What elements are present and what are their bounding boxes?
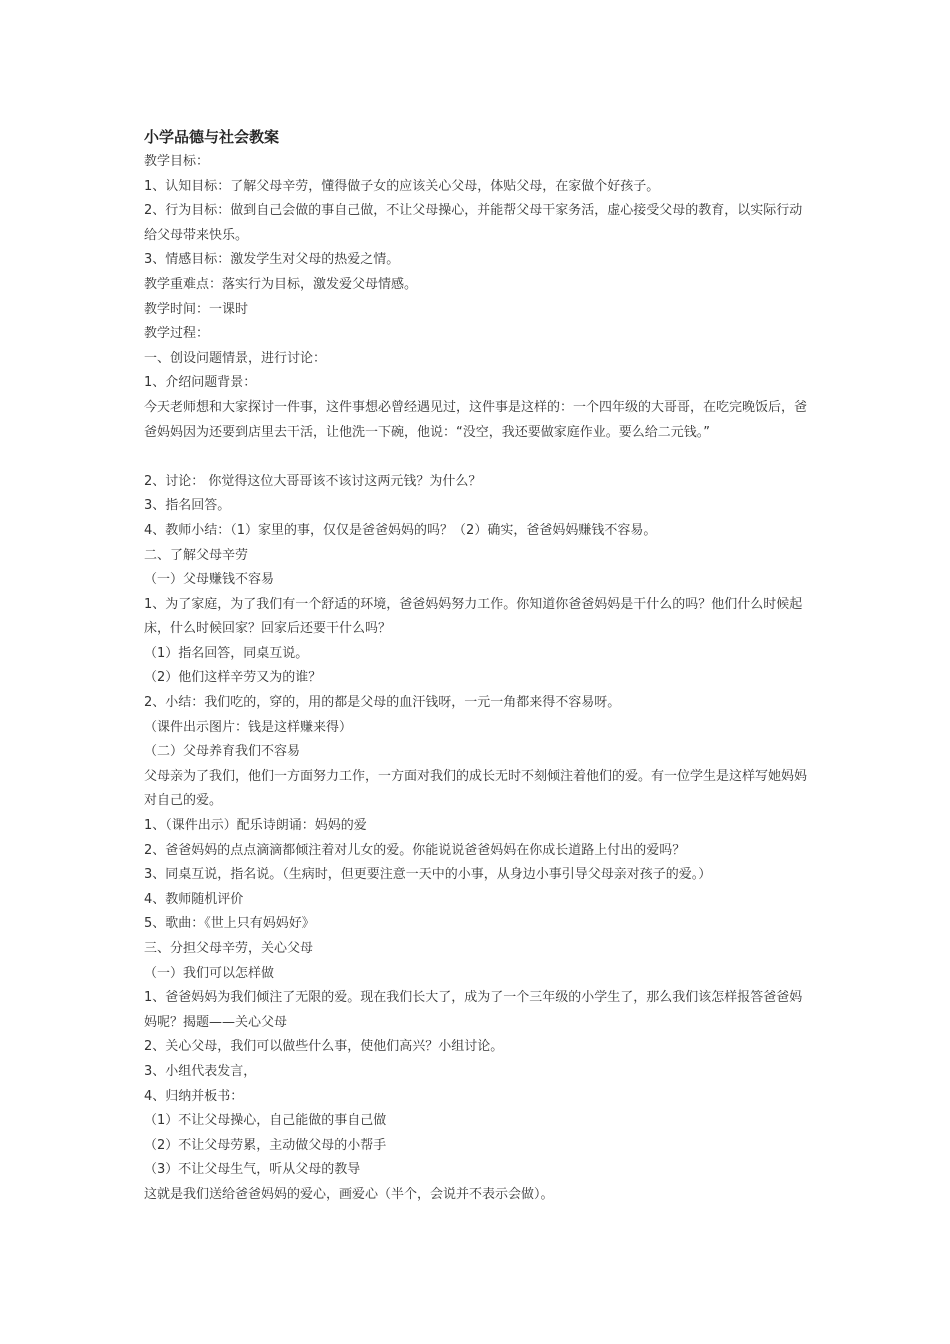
paragraph-line: （一）我们可以怎样做 bbox=[144, 965, 275, 981]
paragraph-line: 2、讨论： 你觉得这位大哥哥该不该讨这两元钱？为什么？ bbox=[144, 473, 482, 489]
document-page bbox=[144, 124, 814, 1208]
blank-line bbox=[144, 445, 814, 470]
paragraph-line: 2、行为目标：做到自己会做的事自己做，不让父母操心，并能帮父母干家务活，虚心接受父母的教育，以实际行动给父母带来快乐。 bbox=[144, 203, 803, 243]
paragraph-line: 二、了解父母辛劳 bbox=[144, 547, 249, 563]
paragraph-line: 4、教师小结：（1）家里的事，仅仅是爸爸妈妈的吗？（2）确实，爸爸妈妈赚钱不容易。 bbox=[144, 522, 657, 538]
paragraph-line: 三、分担父母辛劳，关心父母 bbox=[144, 941, 314, 956]
paragraph-line: （一）父母赚钱不容易 bbox=[144, 572, 275, 588]
paragraph-line: （2）不让父母劳累，主动做父母的小帮手 bbox=[144, 1137, 387, 1153]
paragraph-line: 父母亲为了我们，他们一方面努力工作，一方面对我们的成长无时不刻倾注着他们的爱。有一位学生是这样写她妈妈对自己的爱。 bbox=[144, 768, 808, 809]
paragraph-line: 1、认知目标：了解父母辛劳，懂得做子女的应该关心父母，体贴父母，在家做个好孩子。 bbox=[144, 178, 660, 194]
paragraph-line: （3）不让父母生气，听从父母的教导 bbox=[144, 1162, 361, 1178]
paragraph-line: 3、情感目标：激发学生对父母的热爱之情。 bbox=[144, 252, 400, 268]
paragraph-line: （2）他们这样辛劳又为的谁？ bbox=[144, 670, 322, 686]
document-title: 小学品德与社会教案 bbox=[144, 128, 280, 146]
paragraph-line: 2、关心父母，我们可以做些什么事，使他们高兴？小组讨论。 bbox=[144, 1039, 504, 1055]
paragraph-line: 1、介绍问题背景： bbox=[144, 375, 257, 391]
paragraph-line: 1、爸爸妈妈为我们倾注了无限的爱。现在我们长大了，成为了一个三年级的小学生了，那么我们该怎样报答爸爸妈妈呢？揭题——关心父母 bbox=[144, 990, 803, 1030]
paragraph-line: 2、爸爸妈妈的点点滴滴都倾注着对儿女的爱。你能说说爸爸妈妈在你成长道路上付出的爱吗？ bbox=[144, 842, 686, 858]
paragraph-line: 4、归纳并板书： bbox=[144, 1088, 244, 1104]
paragraph-line: （二）父母养育我们不容易 bbox=[144, 744, 301, 760]
paragraph-line: 2、小结：我们吃的，穿的，用的都是父母的血汗钱呀，一元一角都来得不容易呀。 bbox=[144, 695, 621, 711]
paragraph-line: 3、同桌互说，指名说。（生病时，但更要注意一天中的小事，从身边小事引导父母亲对孩子的爱。） bbox=[144, 867, 712, 883]
paragraph-line: 4、教师随机评价 bbox=[144, 891, 244, 907]
paragraph-line: 1、为了家庭，为了我们有一个舒适的环境，爸爸妈妈努力工作。你知道你爸爸妈妈是干什么的吗？他们什么时候起床，什么时候回家？回家后还要干什么吗？ bbox=[144, 596, 803, 637]
paragraph-line: 一、创设问题情景，进行讨论： bbox=[144, 350, 327, 366]
paragraph-line: （1）不让父母操心，自己能做的事自己做 bbox=[144, 1113, 387, 1129]
paragraph-line: 这就是我们送给爸爸妈妈的爱心，画爱心（半个，会说并不表示会做）。 bbox=[144, 1186, 554, 1202]
paragraph-line: 教学时间：一课时 bbox=[144, 301, 249, 317]
document-body bbox=[144, 150, 814, 1208]
paragraph-line: 3、指名回答。 bbox=[144, 498, 231, 514]
paragraph-line: 教学过程： bbox=[144, 326, 210, 342]
paragraph-line: （课件出示图片：钱是这样赚来得） bbox=[144, 719, 353, 735]
paragraph-line: 3、小组代表发言， bbox=[144, 1063, 257, 1079]
paragraph-line: 教学目标： bbox=[144, 154, 210, 169]
paragraph-line: 1、（课件出示）配乐诗朗诵：妈妈的爱 bbox=[144, 818, 367, 834]
paragraph-line: 教学重难点：落实行为目标，激发爱父母情感。 bbox=[144, 276, 418, 292]
paragraph-line: （1）指名回答，同桌互说。 bbox=[144, 645, 309, 661]
paragraph-line: 今天老师想和大家探讨一件事，这件事想必曾经遇见过，这件事是这样的：一个四年级的大哥哥，在吃完晚饭后，爸爸妈妈因为还要到店里去干活，让他洗一下碗，他说：“没空，我还要做家庭作业。要么给二元钱。” bbox=[144, 399, 808, 440]
paragraph-line: 5、歌曲：《世上只有妈妈好》 bbox=[144, 916, 315, 932]
